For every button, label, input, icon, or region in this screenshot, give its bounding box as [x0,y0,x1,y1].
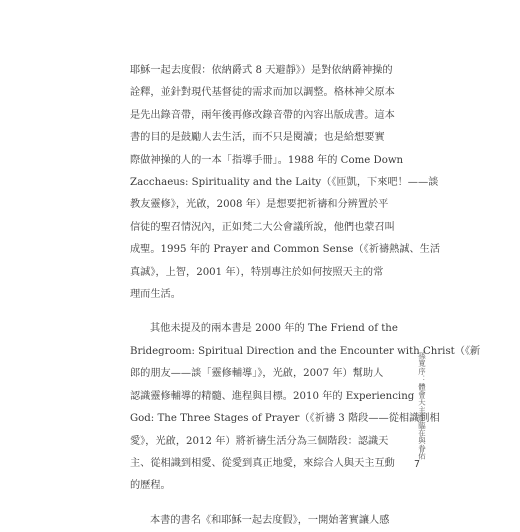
text-line: 教友靈修》，光啟，2008 年）是想要把祈禱和分辨置於平 [130,199,389,211]
text-line: 際做神操的人的一本「指導手冊」。1988 年的 Come Down [130,154,404,166]
text-line: 耶穌一起去度假：依納爵式 8 天避靜》）是對依納爵神操的 [130,65,393,76]
text-line: 主、從相識到相愛、從愛到真正地愛，來綜合人與天主互動 [130,457,395,469]
text-line: 認識靈修輔導的精髓、進程與目標。2010 年的 Experiencing [130,390,415,402]
text-line [130,510,390,532]
text-line [130,318,398,340]
text-line-content: 其他未提及的兩本書是 2000 年的 The Friend of the [150,323,398,335]
text-line: God: The Three Stages of Prayer（《祈禱 3 階段——從相識到相 [130,413,440,425]
running-head: 孫寬序：體會天主的臨在與眷佑 [417,352,427,460]
text-line: 愛》，光啟，2012 年）將祈禱生活分為三個階段：認識天 [130,435,389,447]
text-line: Bridegroom: Spiritual Direction and the Encounter with Christ（《新 [130,345,481,357]
text-line: 是先出錄音帶，兩年後再修改錄音帶的內容出版成書。這本 [130,109,395,121]
text-line: 的歷程。 [130,480,171,492]
paragraph-spacer [130,306,390,318]
text-line: 詮釋，並針對現代基督徒的需求而加以調整。格林神父原本 [130,87,395,99]
text-line: 成聖。1995 年的 Prayer and Common Sense（《祈禱熱誠、生活 [130,244,441,256]
paragraph-1 [130,60,441,306]
paragraph-3 [130,510,390,532]
text-line: 信徒的聖召情況內，正如梵二大公會議所說，他們也蒙召叫 [130,221,395,233]
text-line-content: 本書的書名《和耶穌一起去度假》，一開始著實讓人感 [150,514,390,526]
page-number: 7 [414,459,421,470]
text-line: Zacchaeus: Spirituality and the Laity（《匝凱，下來吧！——談 [130,177,439,189]
text-line: 書的目的是鼓勵人去生活，而不只是閱讀；也是給想要實 [130,132,385,144]
text-line: 真誠》，上智，2001 年），特別專注於如何按照天主的常 [130,266,384,278]
text-line: 郎的朋友——談「靈修輔導」》，光啟，2007 年）幫助人 [130,368,384,380]
text-line: 理而生活。 [130,289,181,301]
